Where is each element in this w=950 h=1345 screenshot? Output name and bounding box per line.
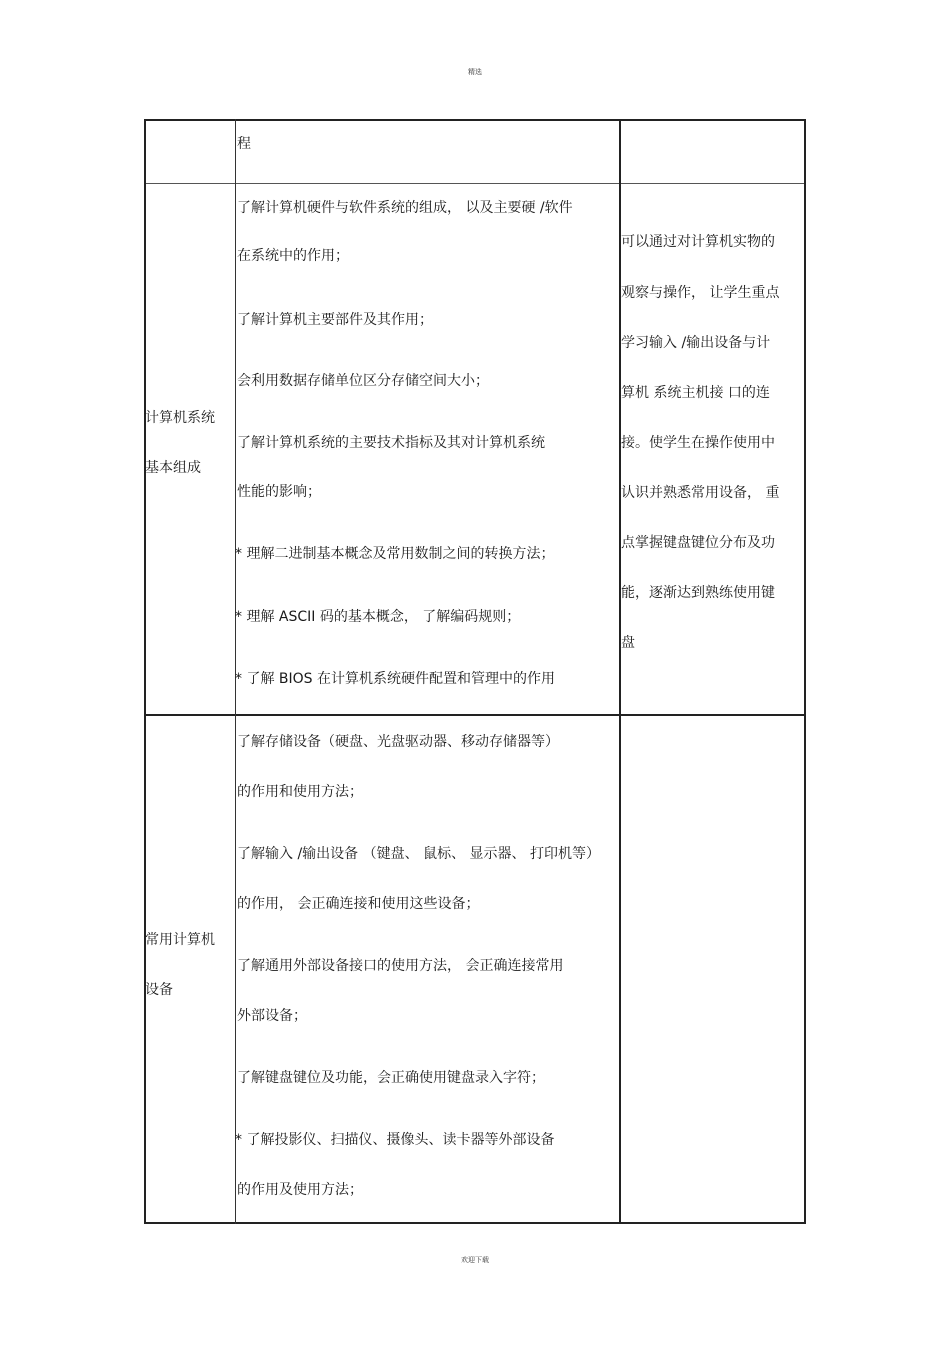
content-line: 外部设备； — [237, 1008, 307, 1024]
row-divider — [144, 183, 806, 184]
content-line: 的作用和使用方法； — [237, 784, 363, 800]
content-line: 程 — [237, 136, 251, 152]
content-line: 了解计算机硬件与软件系统的组成， 以及主要硬 /软件 — [237, 200, 573, 216]
table-left-border — [144, 119, 146, 1224]
content-line: * 了解 BIOS 在计算机系统硬件配置和管理中的作用 — [235, 671, 555, 687]
content-line: 了解输入 /输出设备 （键盘、 鼠标、 显示器、 打印机等） — [237, 846, 600, 862]
table-right-border — [804, 119, 806, 1224]
page-header: 精选 — [468, 68, 482, 76]
note-line: 观察与操作， 让学生重点 — [621, 285, 780, 301]
table-top-border — [144, 119, 806, 121]
page-footer: 欢迎下载 — [461, 1256, 489, 1264]
table-bottom-border — [144, 1222, 806, 1224]
content-line: 了解通用外部设备接口的使用方法， 会正确连接常用 — [237, 958, 564, 974]
note-line: 可以通过对计算机实物的 — [621, 234, 775, 250]
note-line: 算机 系统主机接 口的连 — [621, 385, 770, 401]
note-line: 能，逐渐达到熟练使用键 — [621, 585, 775, 601]
row-label-line: 设备 — [145, 982, 173, 998]
content-line: * 了解投影仪、扫描仪、摄像头、读卡器等外部设备 — [235, 1132, 555, 1148]
content-line: 了解存储设备（硬盘、光盘驱动器、移动存储器等） — [237, 734, 559, 750]
content-line: 性能的影响； — [237, 484, 321, 500]
row-label-line: 基本组成 — [145, 460, 201, 476]
content-line: 了解计算机系统的主要技术指标及其对计算机系统 — [237, 435, 545, 451]
note-line: 认识并熟悉常用设备， 重 — [621, 485, 780, 501]
note-line: 学习输入 /输出设备与计 — [621, 335, 771, 351]
content-line: 在系统中的作用； — [237, 248, 349, 264]
row-label-line: 计算机系统 — [145, 410, 215, 426]
row-label-line: 常用计算机 — [145, 932, 215, 948]
note-line: 点掌握键盘键位分布及功 — [621, 535, 775, 551]
content-line: 的作用， 会正确连接和使用这些设备； — [237, 896, 480, 912]
content-line: * 理解二进制基本概念及常用数制之间的转换方法； — [235, 546, 555, 562]
note-line: 接。使学生在操作使用中 — [621, 435, 775, 451]
content-line: 了解键盘键位及功能，会正确使用键盘录入字符； — [237, 1070, 545, 1086]
content-line: 的作用及使用方法； — [237, 1182, 363, 1198]
content-line: 了解计算机主要部件及其作用； — [237, 312, 433, 328]
row-divider — [144, 714, 806, 716]
content-line: 会利用数据存储单位区分存储空间大小； — [237, 373, 489, 389]
note-line: 盘 — [621, 635, 635, 651]
content-line: * 理解 ASCII 码的基本概念， 了解编码规则； — [235, 609, 521, 625]
